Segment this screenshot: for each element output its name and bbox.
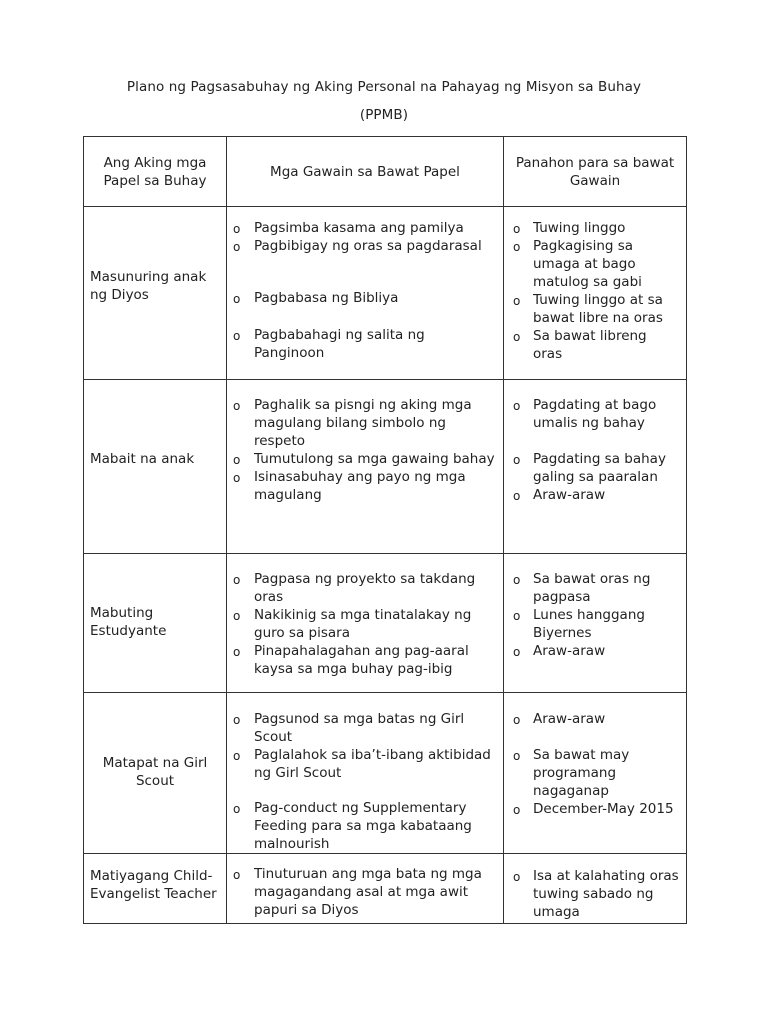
tasks-cell xyxy=(227,854,504,924)
times-cell xyxy=(504,693,687,854)
list-item: o Pagbabasa ng Bibliya xyxy=(227,289,503,307)
list-item: o Araw-araw xyxy=(504,710,686,728)
list-item: o Pagkagising sa umaga at bago matulog sa gabi xyxy=(504,237,686,291)
table-row xyxy=(84,854,687,924)
mission-plan-table xyxy=(83,136,687,924)
list-item: o Isa at kalahating oras tuwing sabado ng umaga xyxy=(504,867,686,921)
list-item: o Tuwing linggo xyxy=(504,219,686,237)
table-header-row xyxy=(84,137,687,207)
table-row xyxy=(84,554,687,693)
list-item: o Pag-conduct ng Supplementary Feeding para sa mga kabataang malnourish xyxy=(227,799,503,853)
list-item: o Pagsimba kasama ang pamilya xyxy=(227,219,503,237)
list-item: o Pagpasa ng proyekto sa takdang oras xyxy=(227,570,503,606)
tasks-cell xyxy=(227,207,504,380)
header-cell: Mga Gawain sa Bawat Papel xyxy=(227,137,504,207)
document-subtitle: (PPMB) xyxy=(359,107,409,123)
tasks-cell xyxy=(227,554,504,693)
document-title: Plano ng Pagsasabuhay ng Aking Personal na Pahayag ng Misyon sa Buhay xyxy=(126,79,642,95)
list-item: o Sa bawat oras ng pagpasa xyxy=(504,570,686,606)
table-row xyxy=(84,207,687,380)
list-item: o Lunes hanggang Biyernes xyxy=(504,606,686,642)
list-item: o Araw-araw xyxy=(504,486,686,504)
list-item: o Tumutulong sa mga gawaing bahay xyxy=(227,450,503,468)
list-item: o Pagbabahagi ng salita ng Panginoon xyxy=(227,326,503,362)
list-item: o Tinuturuan ang mga bata ng mga magagandang asal at mga awit papuri sa Diyos xyxy=(227,865,503,919)
tasks-cell xyxy=(227,380,504,554)
times-cell xyxy=(504,207,687,380)
times-cell xyxy=(504,554,687,693)
role-cell: Matapat na Girl Scout xyxy=(84,693,227,854)
role-cell: Masunuring anak ng Diyos xyxy=(84,207,227,380)
header-cell: Ang Aking mga Papel sa Buhay xyxy=(84,137,227,207)
list-item: o December-May 2015 xyxy=(504,800,686,818)
role-cell: Mabait na anak xyxy=(84,380,227,554)
list-item: o Sa bawat libreng oras xyxy=(504,327,686,363)
list-item: o Pagdating at bago umalis ng bahay xyxy=(504,396,686,432)
table-row xyxy=(84,693,687,854)
table-row xyxy=(84,380,687,554)
list-item: o Pagsunod sa mga batas ng Girl Scout xyxy=(227,710,503,746)
role-cell: Matiyagang Child-Evangelist Teacher xyxy=(84,854,227,924)
role-cell: Mabuting Estudyante xyxy=(84,554,227,693)
list-item: o Paghalik sa pisngi ng aking mga magulang bilang simbolo ng respeto xyxy=(227,396,503,450)
times-cell xyxy=(504,380,687,554)
list-item: o Pinapahalagahan ang pag-aaral kaysa sa mga buhay pag-ibig xyxy=(227,642,503,678)
tasks-cell xyxy=(227,693,504,854)
list-item: o Pagdating sa bahay galing sa paaralan xyxy=(504,450,686,486)
times-cell xyxy=(504,854,687,924)
list-item: o Paglalahok sa iba’t-ibang aktibidad ng Girl Scout xyxy=(227,746,503,782)
header-cell: Panahon para sa bawat Gawain xyxy=(504,137,687,207)
list-item: o Araw-araw xyxy=(504,642,686,660)
list-item: o Sa bawat may programang nagaganap xyxy=(504,746,686,800)
list-item: o Isinasabuhay ang payo ng mga magulang xyxy=(227,468,503,504)
list-item: o Nakikinig sa mga tinatalakay ng guro sa pisara xyxy=(227,606,503,642)
list-item: o Pagbibigay ng oras sa pagdarasal xyxy=(227,237,503,255)
list-item: o Tuwing linggo at sa bawat libre na oras xyxy=(504,291,686,327)
